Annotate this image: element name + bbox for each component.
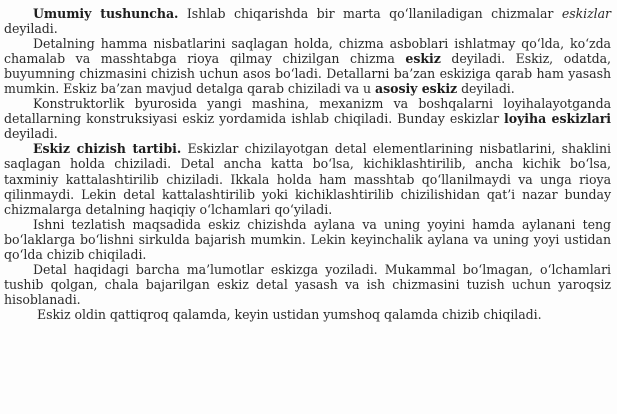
term-asosiy-eskiz: asosiy eskiz [375,81,458,97]
paragraph-detail-information [4,262,611,307]
term-loyiha-eskizlari: loyiha eskizlari [504,111,612,127]
term-eskiz: eskiz [405,51,441,67]
paragraph-pencil-order [4,307,611,322]
text-run: Detal haqidagi barcha ma’lumotlar eskizga yoziladi. Mukammal bo‘lmagan, o‘lchamlari tushib qolgan, chala bajarilgan eskiz detal yasash va ish chizmasini tuzish uchun yaroqsiz hisoblanadi. [4,261,611,307]
text-run: Eskiz oldin qattiqroq qalamda, keyin ustidan yumshoq qalamda chizib chiqiladi. [37,306,542,322]
paragraph-sketching-procedure [4,141,611,216]
text-run: Detalning hamma nisbatlarini saqlagan holda, chizma asboblari ishlatmay qo‘lda, ko‘zda chamalab va masshtabga rioya qilmay chizilgan chizma [4,36,611,67]
text-run: Ishlab chiqarishda bir marta qo‘llaniladigan chizmalar [178,6,562,21]
paragraph-design-bureau [4,96,611,141]
heading-sketching-procedure: Eskiz chizish tartibi. [33,141,182,157]
paragraph-general-concept [4,6,611,36]
text-run: deyiladi. [4,126,58,142]
heading-general-concept: Umumiy tushuncha. [33,6,179,21]
text-run: Konstruktorlik byurosida yangi mashina, mexanizm va boshqalarni loyihalayotganda detallarning konstruksiyasi eskiz yordamida ishlab chiqiladi. Bunday eskizlar [4,96,611,127]
text-run: deyiladi. [457,81,515,97]
text-run: Eskizlar chizilayotgan detal elementlarining nisbatlarini, shaklini saqlagan holda chiziladi. Detal ancha katta bo‘lsa, kichiklashtirilib, ancha kichik bo‘lsa, taxminiy kattalashtirilib chiziladi. Ikkala holda ham masshtab qo‘llanilmaydi va unga rioya qilinmaydi. Lekin detal kattalashtirilib yoki kichiklashtirilib chizilishidan qat’i nazar bunday chizmalarga detalning haqiqiy o‘lchamlari qo‘yiladi. [4,141,611,217]
text-run: deyiladi. Eskiz, odatda, buyumning chizmasini chizish uchun asos bo‘ladi. Detallarni ba’zan eskiziga qarab ham yasash mumkin. Eskiz ba’zan mavjud detalga qarab chiziladi va u [4,51,611,97]
text-run: Ishni tezlatish maqsadida eskiz chizishda aylana va uning yoyini hamda aylanani teng bo‘laklarga bo‘lishni sirkulda bajarish mumkin. Lekin keyinchalik aylana va uning yoyi ustidan qo‘lda chizib chiqiladi. [4,216,611,262]
paragraph-speed-up-work [4,217,611,262]
text-run: deyiladi. [4,21,58,37]
term-eskizlar: eskizlar [561,6,611,21]
paragraph-sketch-definition [4,36,611,96]
